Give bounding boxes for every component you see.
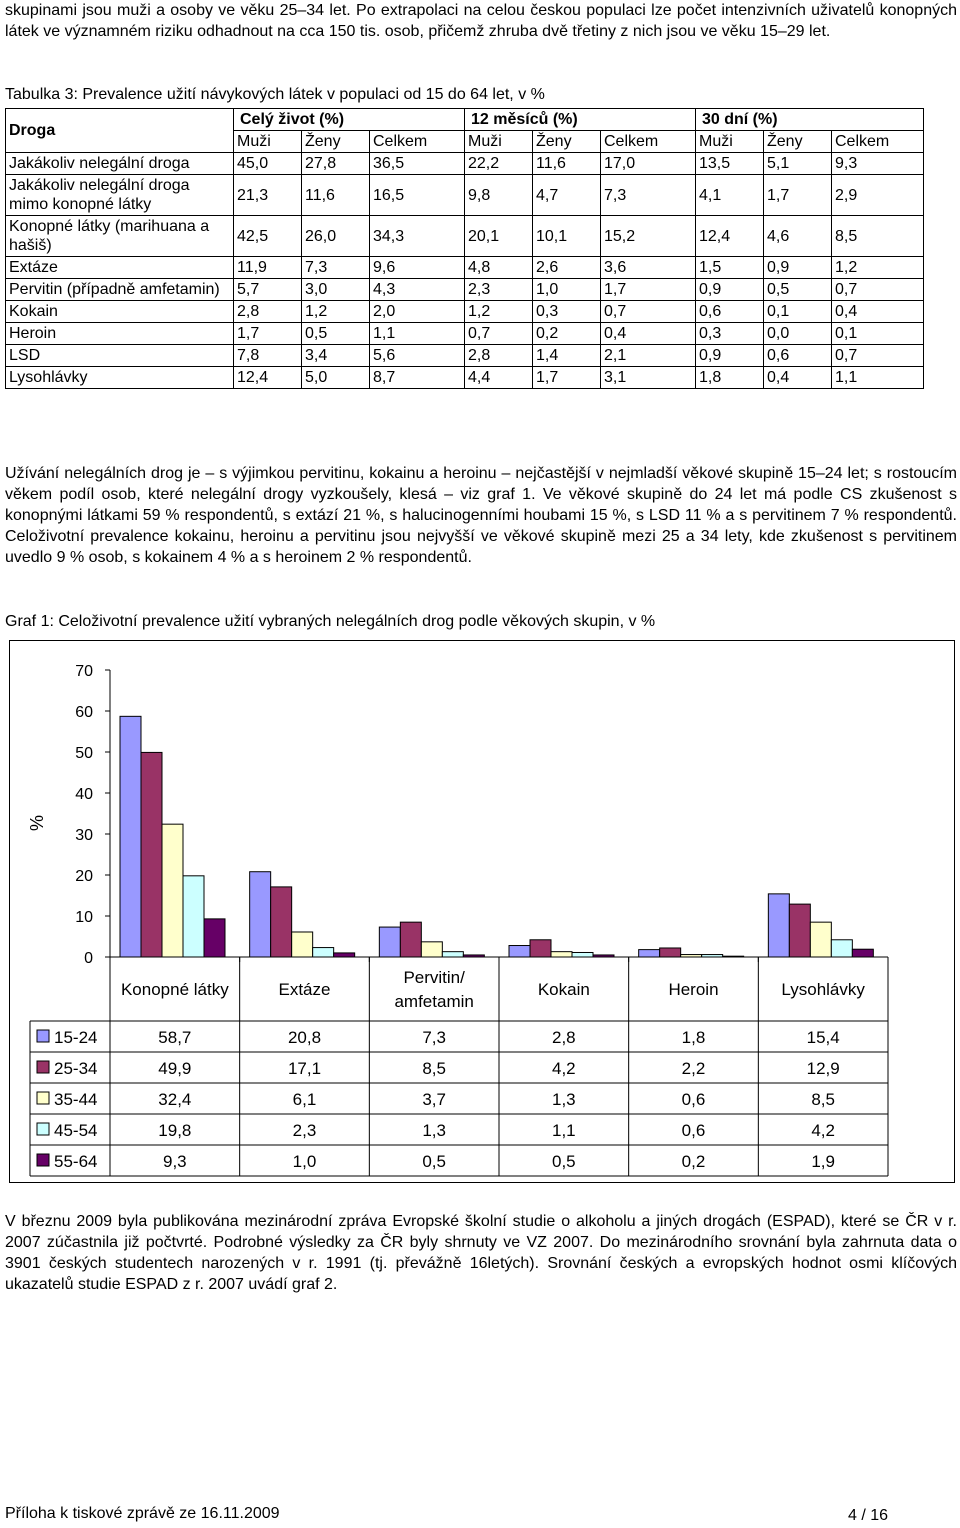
legend-label: 35-44 — [54, 1090, 98, 1109]
value-cell: 5,6 — [370, 345, 465, 367]
data-label: 6,1 — [292, 1090, 317, 1109]
drug-name-cell: Extáze — [6, 257, 234, 279]
bar — [681, 955, 702, 957]
value-cell: 0,4 — [832, 301, 924, 323]
value-cell: 11,6 — [533, 153, 601, 175]
category-label: Lysohlávky — [781, 980, 865, 999]
subheader-cell: Celkem — [601, 131, 696, 153]
value-cell: 16,5 — [370, 175, 465, 216]
drug-name-cell: Kokain — [6, 301, 234, 323]
value-cell: 26,0 — [302, 216, 370, 257]
table-row — [6, 367, 924, 389]
drug-name-cell: Jakákoliv nelegální droga mimo konopné látky — [6, 175, 234, 216]
category-label: Kokain — [537, 980, 590, 999]
data-label: 1,9 — [811, 1152, 835, 1171]
value-cell: 4,1 — [696, 175, 764, 216]
value-cell: 7,8 — [234, 345, 302, 367]
legend-swatch — [37, 1092, 49, 1104]
table-row — [6, 279, 924, 301]
group-header-lifetime: Celý život (%) — [234, 109, 465, 131]
bar — [421, 942, 442, 957]
value-cell: 1,7 — [764, 175, 832, 216]
data-label: 4,2 — [552, 1059, 576, 1078]
chart-frame — [9, 640, 955, 1183]
value-cell: 15,2 — [601, 216, 696, 257]
category-label: amfetamin — [394, 992, 474, 1011]
footer-note: Příloha k tiskové zprávě ze 16.11.2009 — [5, 1505, 280, 1522]
bar — [183, 876, 204, 957]
data-label: 58,7 — [158, 1028, 192, 1047]
value-cell: 2,6 — [533, 257, 601, 279]
value-cell: 22,2 — [465, 153, 533, 175]
data-label: 12,9 — [806, 1059, 840, 1078]
bar — [530, 940, 551, 957]
subheader-cell: Celkem — [832, 131, 924, 153]
value-cell: 42,5 — [234, 216, 302, 257]
value-cell: 2,9 — [832, 175, 924, 216]
data-label: 8,5 — [811, 1090, 835, 1109]
bar — [572, 952, 593, 957]
data-label: 0,6 — [681, 1090, 706, 1109]
bar — [271, 887, 292, 957]
y-tick-label: 10 — [75, 909, 93, 926]
data-label: 7,3 — [422, 1028, 446, 1047]
value-cell: 11,9 — [234, 257, 302, 279]
y-tick-label: 70 — [75, 663, 93, 680]
value-cell: 11,6 — [302, 175, 370, 216]
subheader-cell: Muži — [696, 131, 764, 153]
subheader-cell: Muži — [465, 131, 533, 153]
value-cell: 12,4 — [696, 216, 764, 257]
legend-label: 25-34 — [54, 1059, 98, 1078]
value-cell: 3,4 — [302, 345, 370, 367]
table-row — [6, 257, 924, 279]
value-cell: 4,6 — [764, 216, 832, 257]
value-cell: 0,9 — [764, 257, 832, 279]
bar — [789, 904, 810, 957]
bar — [204, 919, 225, 957]
bar — [379, 927, 400, 957]
bar-chart — [10, 641, 954, 1182]
y-tick-label: 20 — [75, 868, 93, 885]
legend-swatch — [37, 1123, 49, 1135]
value-cell: 1,1 — [370, 323, 465, 345]
value-cell: 2,1 — [601, 345, 696, 367]
bar — [292, 932, 313, 957]
value-cell: 4,8 — [465, 257, 533, 279]
value-cell: 9,6 — [370, 257, 465, 279]
value-cell: 1,4 — [533, 345, 601, 367]
value-cell: 0,0 — [764, 323, 832, 345]
data-label: 20,8 — [287, 1028, 322, 1047]
legend-label: 55-64 — [54, 1152, 98, 1171]
drug-name-cell: Pervitin (případně amfetamin) — [6, 279, 234, 301]
value-cell: 21,3 — [234, 175, 302, 216]
value-cell: 8,7 — [370, 367, 465, 389]
table-row — [6, 323, 924, 345]
prevalence-table — [5, 108, 924, 389]
data-label: 9,3 — [163, 1152, 187, 1171]
value-cell: 36,5 — [370, 153, 465, 175]
value-cell: 0,1 — [764, 301, 832, 323]
value-cell: 0,2 — [533, 323, 601, 345]
value-cell: 1,1 — [832, 367, 924, 389]
data-label: 0,2 — [681, 1152, 706, 1171]
value-cell: 1,8 — [696, 367, 764, 389]
bar — [852, 949, 873, 957]
value-cell: 3,0 — [302, 279, 370, 301]
value-cell: 1,7 — [533, 367, 601, 389]
value-cell: 5,0 — [302, 367, 370, 389]
bar — [463, 955, 484, 957]
page-number: 4 / 16 — [848, 1507, 889, 1524]
value-cell: 12,4 — [234, 367, 302, 389]
value-cell: 4,4 — [465, 367, 533, 389]
age-groups-paragraph: Užívání nelegálních drog je – s výjimkou pervitinu, kokainu a heroinu – nejčastější v nejmladší věkové skupině 15–24 let; s rostoucím věkem podíl osob, které nelegální drogy vyzkoušely, klesá – viz graf 1. Ve věkové skupině do 24 let má podle CS zkušenost s konopnými látkami 59 % respondentů, s extází 21 %, s halucinogenními houbami 15 %, s LSD 11 % a s pervitinem 7 % respondentů. Celoživotní prevalence kokainu, heroinu a pervitinu jsou nejvyšší ve věkové skupině mezi 25 a 34 lety, kde zkušenost s pervitinem uvedlo 9 % osob, s kokainem 4 % a s heroinem 2 % respondentů. — [5, 465, 957, 566]
bar — [810, 922, 831, 957]
data-label: 2,2 — [681, 1059, 706, 1078]
value-cell: 1,7 — [234, 323, 302, 345]
y-tick-label: 40 — [75, 786, 93, 803]
legend-swatch — [37, 1154, 49, 1166]
bar — [313, 948, 334, 957]
value-cell: 9,3 — [832, 153, 924, 175]
value-cell: 0,1 — [832, 323, 924, 345]
espad-paragraph: V březnu 2009 byla publikována mezinárodní zpráva Evropské školní studie o alkoholu a jiných drogách (ESPAD), které se ČR v r. 2007 zúčastnila již počtvrté. Podrobné výsledky za ČR byly shrnuty ve VZ 2007. Do mezinárodního srovnání byla zahrnuta data o 3901 českých studentech narozených v r. 1991 (tj. převážně 16letých). Srovnání českých a evropských hodnot osmi klíčových ukazatelů studie ESPAD z r. 2007 uvádí graf 2. — [5, 1213, 957, 1293]
drug-name-cell: Konopné látky (marihuana a hašiš) — [6, 216, 234, 257]
value-cell: 0,7 — [601, 301, 696, 323]
value-cell: 0,3 — [533, 301, 601, 323]
bar — [141, 752, 162, 957]
intro-paragraph: skupinami jsou muži a osoby ve věku 25–34 let. Po extrapolaci na celou českou populaci lze počet intenzivních uživatelů konopných látek ve významném riziku odhadnout na cca 150 tis. osob, přičemž zhruba dvě třetiny z nich jsou ve věku 15–29 let. — [5, 2, 957, 40]
value-cell: 0,6 — [696, 301, 764, 323]
bar — [723, 956, 744, 957]
data-label: 17,1 — [287, 1059, 322, 1078]
y-tick-label: 0 — [84, 950, 93, 967]
subheader-cell: Ženy — [533, 131, 601, 153]
value-cell: 13,5 — [696, 153, 764, 175]
data-label: 2,8 — [552, 1028, 576, 1047]
data-label: 0,5 — [422, 1152, 446, 1171]
y-tick-label: 50 — [75, 745, 93, 762]
bar — [442, 952, 463, 957]
value-cell: 0,7 — [465, 323, 533, 345]
bar — [831, 940, 852, 957]
table-row — [6, 153, 924, 175]
value-cell: 1,2 — [465, 301, 533, 323]
value-cell: 2,0 — [370, 301, 465, 323]
group-header-12-months: 12 měsíců (%) — [465, 109, 696, 131]
value-cell: 0,3 — [696, 323, 764, 345]
bar — [768, 894, 789, 957]
value-cell: 5,7 — [234, 279, 302, 301]
bar — [162, 824, 183, 957]
data-label: 0,5 — [552, 1152, 576, 1171]
data-label: 1,0 — [292, 1152, 317, 1171]
table-row — [6, 216, 924, 257]
value-cell: 2,3 — [465, 279, 533, 301]
table-body — [6, 153, 924, 389]
bar — [551, 952, 572, 957]
bar — [639, 950, 660, 957]
value-cell: 0,9 — [696, 279, 764, 301]
drug-name-cell: Lysohlávky — [6, 367, 234, 389]
value-cell: 17,0 — [601, 153, 696, 175]
bar — [250, 872, 271, 957]
data-label: 8,5 — [422, 1059, 446, 1078]
bar — [593, 955, 614, 957]
category-label: Konopné látky — [120, 980, 229, 999]
data-label: 19,8 — [158, 1121, 192, 1140]
value-cell: 0,7 — [832, 279, 924, 301]
value-cell: 0,7 — [832, 345, 924, 367]
value-cell: 4,3 — [370, 279, 465, 301]
legend-swatch — [37, 1061, 49, 1073]
legend-label: 45-54 — [54, 1121, 98, 1140]
category-label: Pervitin/ — [403, 968, 465, 987]
data-label: 1,8 — [681, 1028, 706, 1047]
drug-name-cell: LSD — [6, 345, 234, 367]
value-cell: 20,1 — [465, 216, 533, 257]
value-cell: 3,1 — [601, 367, 696, 389]
data-label: 1,3 — [422, 1121, 446, 1140]
value-cell: 0,9 — [696, 345, 764, 367]
category-label: Heroin — [668, 980, 719, 999]
table-row — [6, 301, 924, 323]
value-cell: 10,1 — [533, 216, 601, 257]
data-label: 3,7 — [422, 1090, 446, 1109]
drug-column-header: Droga — [6, 109, 234, 153]
value-cell: 7,3 — [302, 257, 370, 279]
subheader-cell: Ženy — [302, 131, 370, 153]
data-label: 2,3 — [292, 1121, 317, 1140]
value-cell: 8,5 — [832, 216, 924, 257]
bar — [120, 716, 141, 957]
value-cell: 5,1 — [764, 153, 832, 175]
data-label: 1,3 — [552, 1090, 576, 1109]
y-tick-label: 60 — [75, 704, 93, 721]
subheader-cell: Celkem — [370, 131, 465, 153]
data-label: 4,2 — [811, 1121, 835, 1140]
chart-caption: Graf 1: Celoživotní prevalence užití vybraných nelegálních drog podle věkových skupin, v % — [5, 613, 656, 630]
value-cell: 3,6 — [601, 257, 696, 279]
subheader-cell: Ženy — [764, 131, 832, 153]
value-cell: 7,3 — [601, 175, 696, 216]
data-label: 49,9 — [158, 1059, 192, 1078]
category-label: Extáze — [278, 980, 331, 999]
value-cell: 1,2 — [302, 301, 370, 323]
bar — [334, 953, 355, 957]
value-cell: 2,8 — [465, 345, 533, 367]
drug-name-cell: Jakákoliv nelegální droga — [6, 153, 234, 175]
value-cell: 9,8 — [465, 175, 533, 216]
bar — [702, 955, 723, 957]
value-cell: 27,8 — [302, 153, 370, 175]
value-cell: 2,8 — [234, 301, 302, 323]
value-cell: 0,4 — [764, 367, 832, 389]
data-label: 15,4 — [806, 1028, 840, 1047]
value-cell: 1,5 — [696, 257, 764, 279]
value-cell: 0,4 — [601, 323, 696, 345]
legend-swatch — [37, 1030, 49, 1042]
value-cell: 1,2 — [832, 257, 924, 279]
value-cell: 4,7 — [533, 175, 601, 216]
drug-name-cell: Heroin — [6, 323, 234, 345]
bar — [660, 948, 681, 957]
data-label: 1,1 — [552, 1121, 576, 1140]
subheader-cell: Muži — [234, 131, 302, 153]
value-cell: 34,3 — [370, 216, 465, 257]
bar — [509, 946, 530, 957]
value-cell: 45,0 — [234, 153, 302, 175]
legend-label: 15-24 — [54, 1028, 98, 1047]
value-cell: 0,5 — [764, 279, 832, 301]
value-cell: 0,6 — [764, 345, 832, 367]
value-cell: 0,5 — [302, 323, 370, 345]
group-header-30-days: 30 dní (%) — [696, 109, 924, 131]
table-row — [6, 175, 924, 216]
y-axis-title: % — [27, 814, 47, 832]
value-cell: 1,0 — [533, 279, 601, 301]
value-cell: 1,7 — [601, 279, 696, 301]
y-tick-label: 30 — [75, 827, 93, 844]
bar — [400, 922, 421, 957]
data-label: 0,6 — [681, 1121, 706, 1140]
table-row — [6, 345, 924, 367]
table3-caption: Tabulka 3: Prevalence užití návykových látek v populaci od 15 do 64 let, v % — [5, 86, 545, 103]
data-label: 32,4 — [158, 1090, 192, 1109]
